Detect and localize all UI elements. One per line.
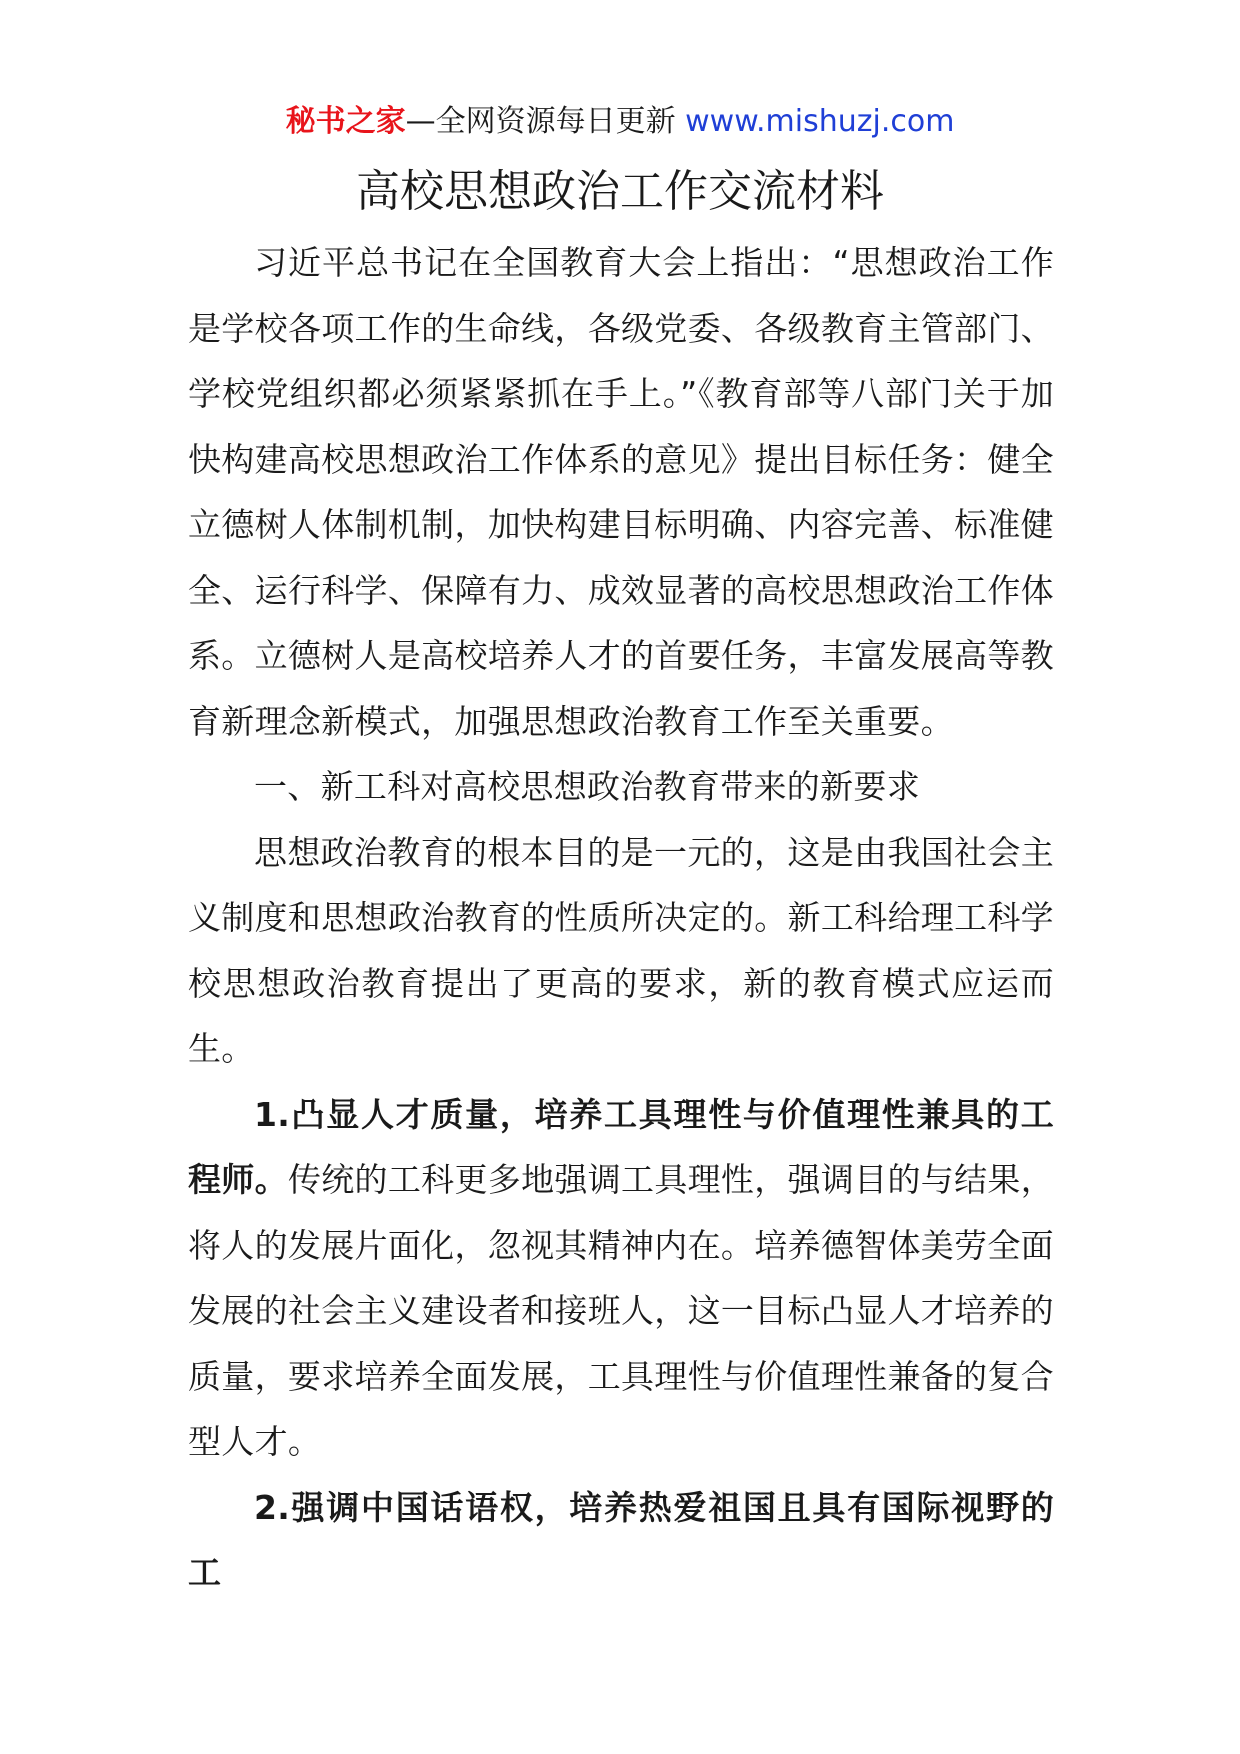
section-paragraph: 思想政治教育的根本目的是一元的，这是由我国社会主义制度和思想政治教育的性质所决定的。新工科给理工科学校思想政治教育提出了更高的要求，新的教育模式应运而生。 (188, 832, 1054, 1068)
banner-tagline: —全网资源每日更新 (405, 104, 686, 139)
document-title: 高校思想政治工作交流材料 (356, 166, 884, 217)
brand-name: 秘书之家 (285, 104, 406, 139)
point-2-paragraph (188, 1475, 1054, 1606)
intro-paragraph: 习近平总书记在全国教育大会上指出：“思想政治工作是学校各项工作的生命线，各级党委、各级教育主管部门、学校党组织都必须紧紧抓在手上。”《教育部等八部门关于加快构建高校思想政治工作体系的意见》提出目标任务：健全立德树人体制机制，加快构建目标明确、内容完善、标准健全、运行科学、保障有力、成效显著的高校思想政治工作体系。立德树人是高校培养人才的首要任务，丰富发展高等教育新理念新模式，加强思想政治教育工作至关重要。 (188, 243, 1054, 741)
point-2-heading: 2.强调中国话语权，培养热爱祖国且具有国际视野的工 (188, 1487, 1054, 1592)
site-banner (0, 100, 1240, 144)
section-heading: 一、新工科对高校思想政治教育带来的新要求 (254, 767, 920, 806)
point-1-text: 传统的工科更多地强调工具理性，强调目的与结果，将人的发展片面化，忽视其精神内在。培养德智体美劳全面发展的社会主义建设者和接班人，这一目标凸显人才培养的质量，要求培养全面发展，工具理性与价值理性兼备的复合型人才。 (188, 1160, 1055, 1461)
point-1-heading: 1.凸显人才质量，培养工具理性与价值理性兼具的工程师。 (188, 1094, 1054, 1199)
site-url-link[interactable]: www.mishuzj.com (685, 104, 955, 139)
document-body (188, 230, 1054, 1606)
point-1-paragraph (188, 1082, 1054, 1475)
